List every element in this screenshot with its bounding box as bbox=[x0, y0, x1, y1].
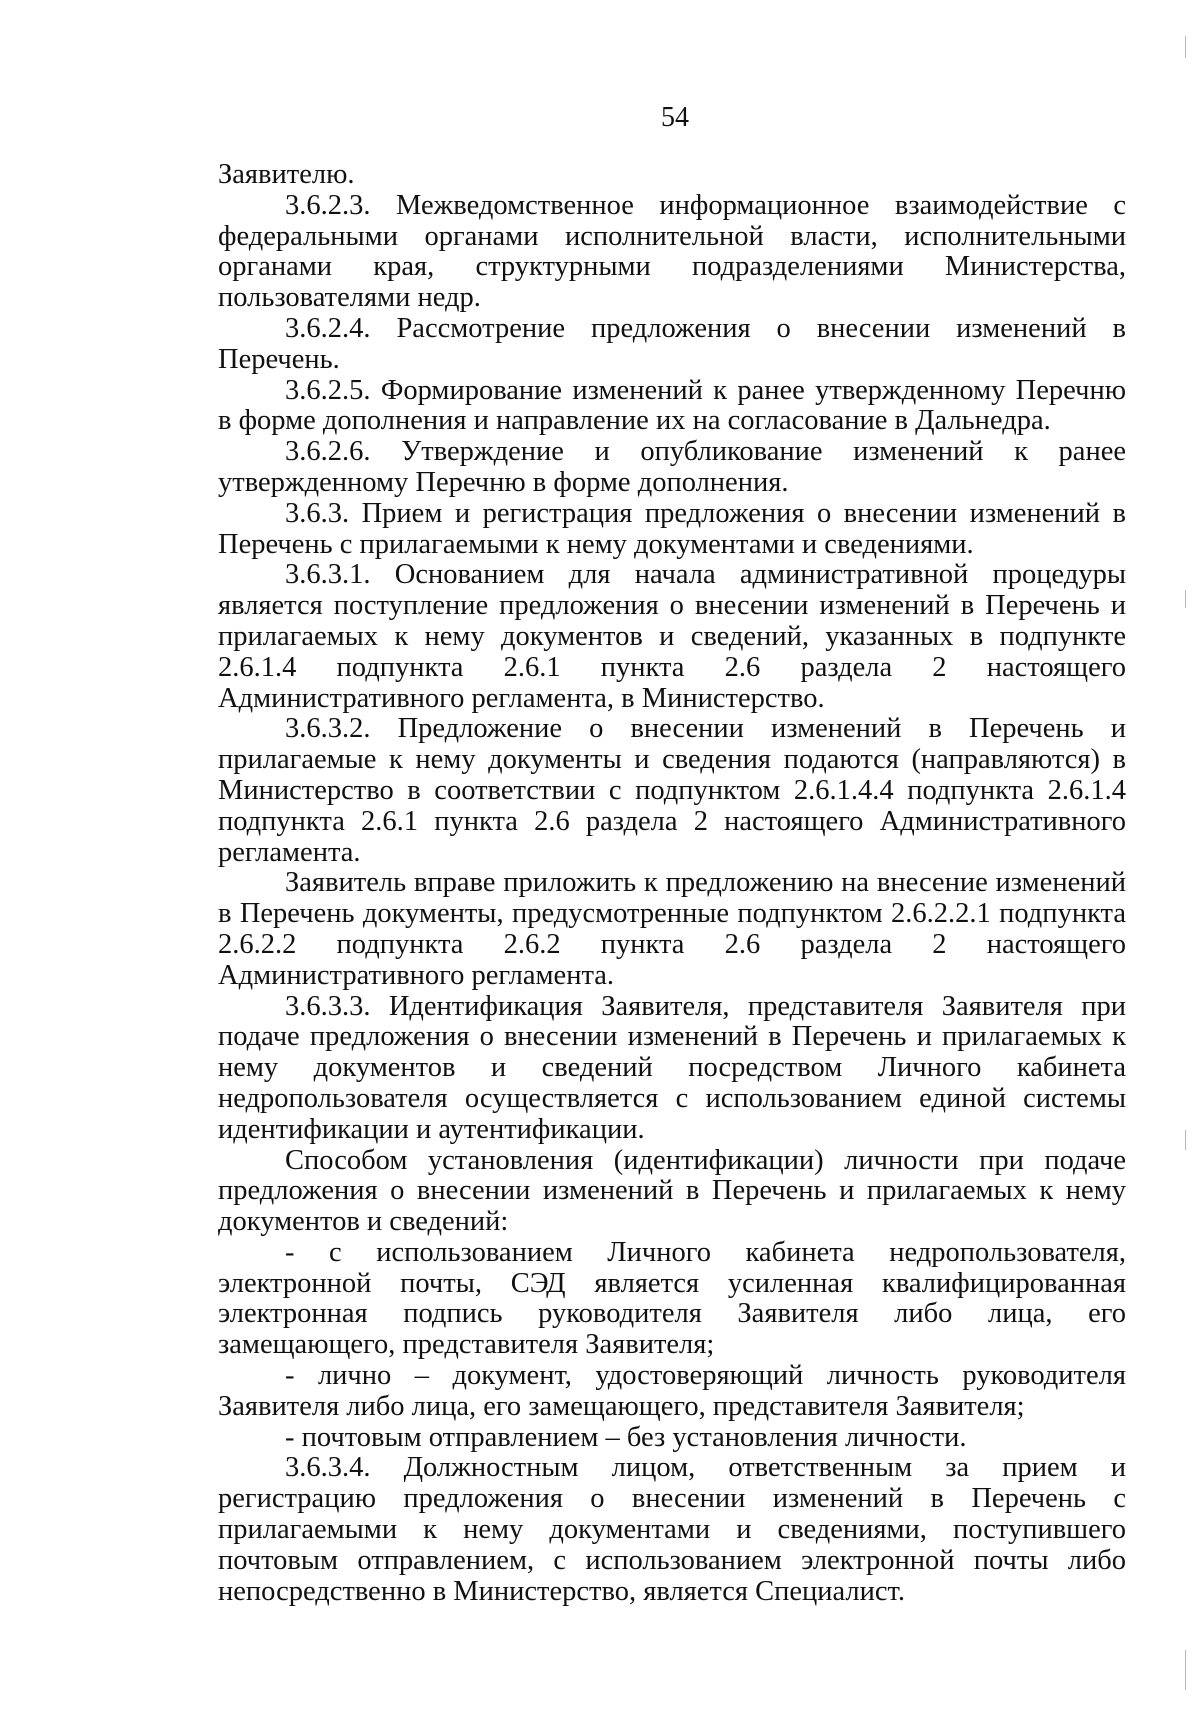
scan-mark bbox=[1185, 1130, 1186, 1150]
list-item: - с использованием Личного кабинета недропользователя, электронной почты, СЭД является усиленная квалифицированная электронная подпись руководителя Заявителя либо лица, его замещающего, представителя Заявителя; bbox=[218, 1236, 1126, 1361]
paragraph: 3.6.2.6. Утверждение и опубликование изменений к ранее утвержденному Перечню в форме дополнения. bbox=[218, 436, 1126, 498]
list-item: - лично – документ, удостоверяющий личность руководителя Заявителя либо лица, его замещающего, представителя Заявителя; bbox=[218, 1360, 1126, 1422]
paragraph: 3.6.2.4. Рассмотрение предложения о внесении изменений в Перечень. bbox=[218, 312, 1126, 375]
scan-mark bbox=[1185, 590, 1186, 608]
page-number: 54 bbox=[661, 102, 689, 133]
paragraph: 3.6.2.5. Формирование изменений к ранее утвержденному Перечню в форме дополнения и направление их на согласование в Дальнедра. bbox=[218, 374, 1126, 437]
document-body bbox=[218, 160, 1126, 1607]
paragraph: Заявитель вправе приложить к предложению на внесение изменений в Перечень документы, предусмотренные подпунктом 2.6.2.2.1 подпункта 2.6.2.2 подпункта 2.6.2 пункта 2.6 раздела 2 настоящего Административного регламента. bbox=[218, 867, 1126, 991]
paragraph: 3.6.3.1. Основанием для начала административной процедуры является поступление предложения о внесении изменений в Перечень и прилагаемых к нему документов и сведений, указанных в подпункте 2.6.1.4 подпункта 2.6.1 пункта 2.6 раздела 2 настоящего Административного регламента, в Министерство. bbox=[218, 559, 1126, 714]
paragraph: 3.6.3.3. Идентификация Заявителя, представителя Заявителя при подаче предложения о внесении изменений в Перечень и прилагаемых к нему документов и сведений посредством Личного кабинета недропользователя осуществляется с использованием единой системы идентификации и аутентификации. bbox=[218, 990, 1126, 1145]
paragraph: 3.6.3.4. Должностным лицом, ответственным за прием и регистрацию предложения о внесении изменений в Перечень с прилагаемыми к нему документами и сведениями, поступившего почтовым отправлением, с использованием электронной почты либо непосредственно в Министерство, является Специалист. bbox=[218, 1452, 1126, 1607]
paragraph: 3.6.3. Прием и регистрация предложения о внесении изменений в Перечень с прилагаемыми к нему документами и сведениями. bbox=[218, 497, 1126, 560]
list-item: - почтовым отправлением – без установления личности. bbox=[285, 1421, 967, 1453]
scan-mark bbox=[1185, 36, 1186, 58]
scan-mark bbox=[1185, 1650, 1186, 1690]
paragraph: 3.6.3.2. Предложение о внесении изменений в Перечень и прилагаемые к нему документы и сведения подаются (направляются) в Министерство в соответствии с подпунктом 2.6.1.4.4 подпункта 2.6.1.4 подпункта 2.6.1 пункта 2.6 раздела 2 настоящего Административного регламента. bbox=[218, 713, 1126, 868]
paragraph: Заявителю. bbox=[218, 159, 355, 190]
paragraph: 3.6.2.3. Межведомственное информационное взаимодействие с федеральными органами исполнительной власти, исполнительными органами края, структурными подразделениями Министерства, пользователями недр. bbox=[218, 189, 1126, 314]
paragraph: Способом установления (идентификации) личности при подаче предложения о внесении изменений в Перечень и прилагаемых к нему документов и сведений: bbox=[218, 1144, 1126, 1238]
